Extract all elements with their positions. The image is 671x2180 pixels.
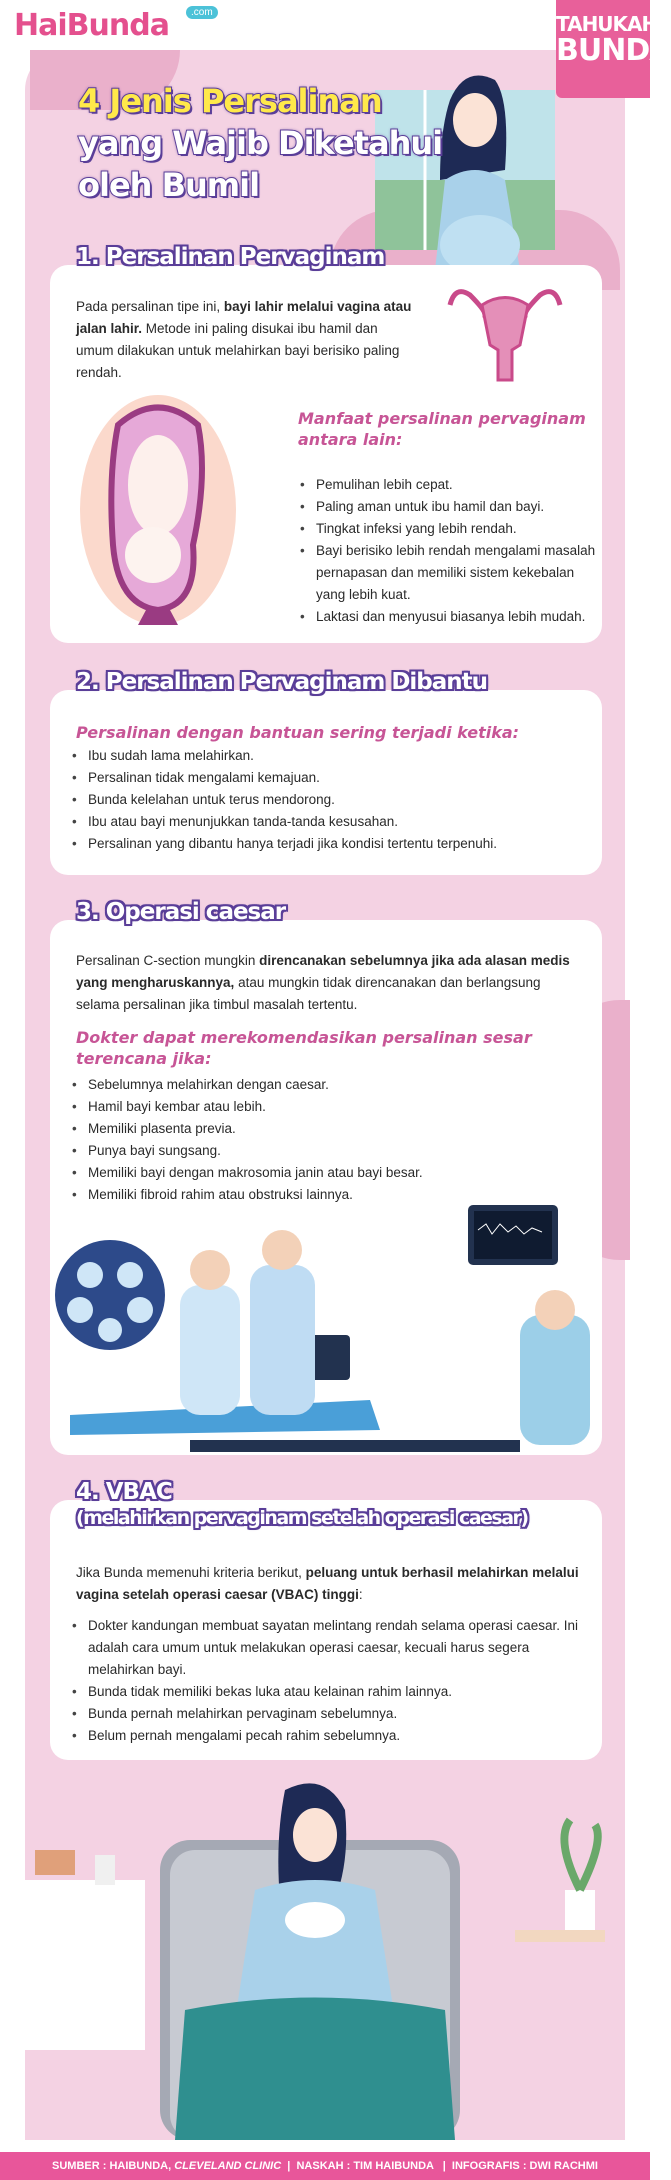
section-4-heading: 4. VBAC (melahirkan pervaginam setelah operasi caesar) — [76, 1479, 528, 1529]
section-3-intro: Persalinan C-section mungkin direncanakan sebelumnya jika ada alasan medis yang mengharuskannya, atau mungkin tidak direncanakan dan berlangsung selama persalinan jika timbul masalah tertentu. — [76, 953, 570, 1012]
section-1-subheading: Manfaat persalinan pervaginam antara lain: — [298, 409, 586, 449]
section-3-list — [70, 1074, 590, 1206]
footer-credits: SUMBER : HAIBUNDA, CLEVELAND CLINIC | NASKAH : TIM HAIBUNDA | INFOGRAFIS : DWI RACHMI — [0, 2152, 650, 2180]
section-2-subheading: Persalinan dengan bantuan sering terjadi ketika: — [76, 723, 520, 742]
list-item: • Paling aman untuk ibu hamil dan bayi. — [298, 496, 600, 518]
section-2-heading: 2. Persalinan Pervaginam Dibantu — [76, 669, 488, 695]
list-item: • Dokter kandungan membuat sayatan melintang rendah selama operasi caesar. Ini adalah cara umum untuk melakukan operasi caesar, kecuali harus segera melahirkan bayi. — [70, 1615, 590, 1681]
list-item: • Pemulihan lebih cepat. — [298, 474, 600, 496]
section-4-list — [70, 1615, 590, 1747]
haibunda-logo: HaiBunda — [14, 8, 169, 43]
list-item: • Persalinan yang dibantu hanya terjadi jika kondisi tertentu terpenuhi. — [70, 833, 590, 855]
fetus-in-womb-illustration — [78, 395, 238, 635]
list-item: • Punya bayi sungsang. — [70, 1140, 590, 1162]
list-item: • Hamil bayi kembar atau lebih. — [70, 1096, 590, 1118]
list-item: • Memiliki bayi dengan makrosomia janin atau bayi besar. — [70, 1162, 590, 1184]
list-item: • Laktasi dan menyusui biasanya lebih mudah. — [298, 606, 600, 628]
list-item: • Bunda tidak memiliki bekas luka atau kelainan rahim lainnya. — [70, 1681, 590, 1703]
section-4-intro: Jika Bunda memenuhi kriteria berikut, peluang untuk berhasil melahirkan melalui vagina setelah operasi caesar (VBAC) tinggi: — [76, 1565, 579, 1602]
section-1-intro: Pada persalinan tipe ini, bayi lahir melalui vagina atau jalan lahir. Metode ini paling disukai ibu hamil dan umum dilakukan untuk melahirkan bayi berisiko paling rendah. — [76, 299, 412, 380]
section-3-heading: 3. Operasi caesar — [76, 899, 286, 925]
page-title: 4 Jenis Persalinan yang Wajib Diketahui oleh Bumil — [78, 82, 443, 204]
section-4-heading-sub: (melahirkan pervaginam setelah operasi caesar) — [76, 1507, 528, 1529]
caesar-surgery-illustration — [50, 1205, 602, 1455]
section-1-heading: 1. Persalinan Pervaginam — [76, 244, 385, 270]
tahukah-bunda-badge: TAHUKAH BUNDA — [556, 0, 650, 98]
section-3-subheading: Dokter dapat merekomendasikan persalinan sesar terencana jika: — [76, 1028, 532, 1068]
list-item: • Persalinan tidak mengalami kemajuan. — [70, 767, 590, 789]
list-item: • Belum pernah mengalami pecah rahim sebelumnya. — [70, 1725, 590, 1747]
list-item: • Ibu sudah lama melahirkan. — [70, 745, 590, 767]
list-item: • Bayi berisiko lebih rendah mengalami masalah pernapasan dan memiliki sistem kekebalan yang lebih kuat. — [298, 540, 600, 606]
section-1-list — [298, 474, 600, 628]
list-item: • Ibu atau bayi menunjukkan tanda-tanda kesusahan. — [70, 811, 590, 833]
mother-breastfeeding-illustration — [25, 1780, 625, 2140]
list-item: • Memiliki plasenta previa. — [70, 1118, 590, 1140]
list-item: • Tingkat infeksi yang lebih rendah. — [298, 518, 600, 540]
list-item: • Memiliki fibroid rahim atau obstruksi lainnya. — [70, 1184, 590, 1206]
logo-suffix: .com — [186, 6, 218, 19]
list-item: • Sebelumnya melahirkan dengan caesar. — [70, 1074, 590, 1096]
list-item: • Bunda kelelahan untuk terus mendorong. — [70, 789, 590, 811]
list-item: • Bunda pernah melahirkan pervaginam sebelumnya. — [70, 1703, 590, 1725]
uterus-icon — [440, 285, 570, 385]
section-2-list — [70, 745, 590, 855]
